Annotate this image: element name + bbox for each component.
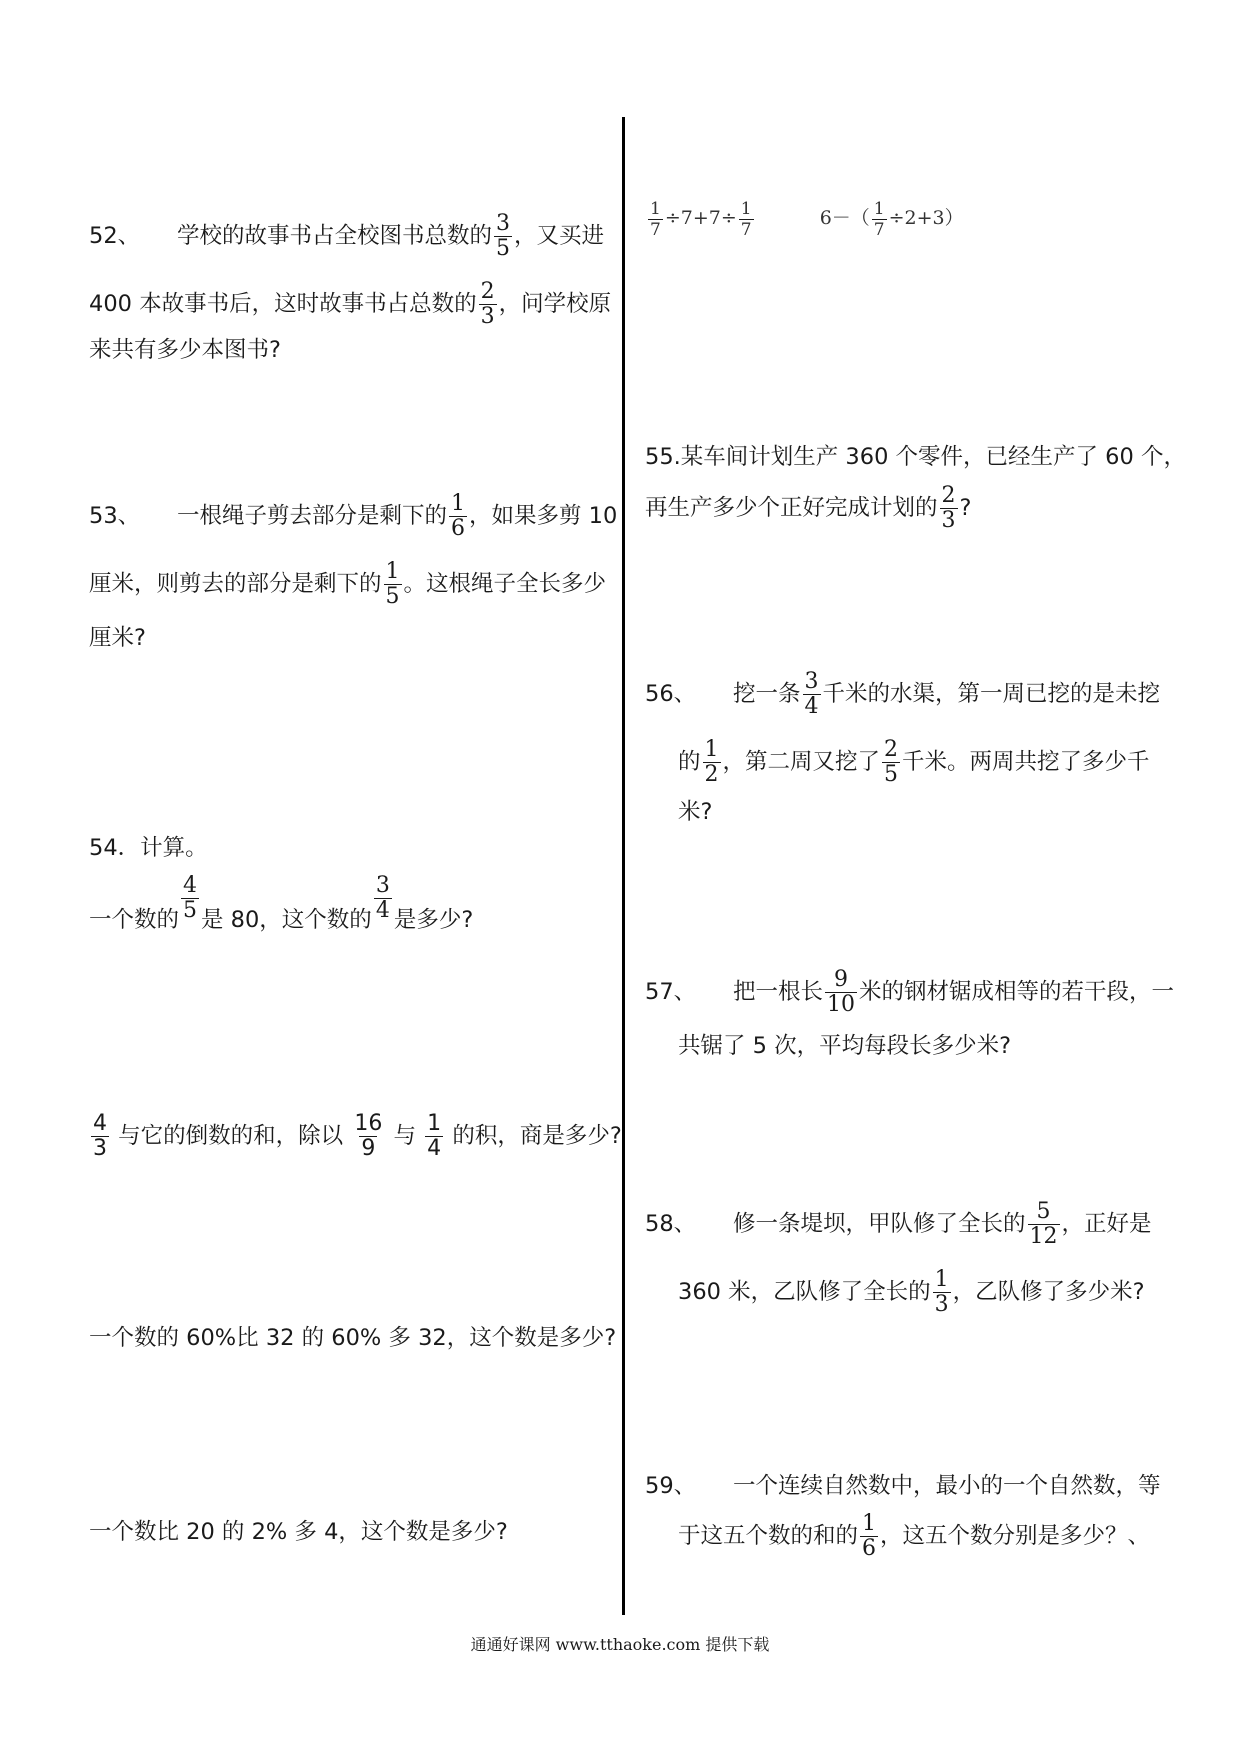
q56-text2b: ，第二周又挖了	[722, 749, 881, 775]
denominator: 3	[934, 1292, 949, 1317]
q58-line2	[678, 1268, 1145, 1317]
numerator: 2	[884, 737, 899, 762]
denominator: 3	[480, 304, 495, 329]
q52-text1b: ，又买进	[514, 223, 605, 249]
q56-line2	[678, 738, 1150, 787]
q58-text1a: 修一条堤坝，甲队修了全长的	[733, 1211, 1026, 1237]
q59-line1	[645, 1466, 1161, 1506]
denominator: 5	[884, 762, 899, 787]
numerator: 1	[934, 1267, 949, 1292]
q56-fraction2	[703, 738, 721, 787]
denominator: 5	[496, 236, 511, 261]
denominator: 5	[385, 584, 400, 609]
q54a-text2: 是 80，这个数的	[201, 907, 372, 933]
q55-text2b: ?	[959, 495, 972, 521]
q54a-text1: 一个数的	[89, 907, 180, 933]
q52-text1: 学校的故事书占全校图书总数的	[177, 223, 493, 249]
q59-text2b: ，这五个数分别是多少？、	[880, 1523, 1151, 1549]
q53-fraction1	[449, 492, 467, 541]
numerator: 5	[1036, 1199, 1051, 1224]
calc-expressions	[646, 198, 964, 240]
numerator: 3	[375, 873, 390, 898]
q56-text2a: 的	[678, 749, 701, 775]
q58-text2a: 360 米，乙队修了全长的	[678, 1279, 931, 1305]
numerator: 4	[183, 873, 198, 898]
q59-line2	[678, 1512, 1150, 1561]
q53-fraction2	[384, 560, 402, 609]
denominator: 2	[704, 762, 719, 787]
q52-text2b: ，问学校原	[498, 291, 612, 317]
q55-fraction	[940, 484, 958, 533]
q53-line1	[89, 492, 617, 541]
denominator: 3	[941, 508, 956, 533]
denominator: 4	[804, 694, 819, 719]
q53-text2b: 。这根绳子全长多少	[403, 571, 607, 597]
denominator: 6	[862, 1536, 877, 1561]
q54a-fraction1	[181, 874, 199, 923]
numerator: 1	[873, 198, 885, 219]
q54b-text1: 与它的倒数的和，除以	[118, 1123, 344, 1149]
q59-text1: 一个连续自然数中，最小的一个自然数，等	[733, 1473, 1161, 1499]
q52-fraction1	[494, 212, 512, 261]
numerator: 1	[704, 737, 719, 762]
numerator: 3	[804, 669, 819, 694]
q59-number: 59、	[645, 1473, 697, 1499]
denominator: 6	[451, 516, 466, 541]
q59-text2a: 于这五个数的和的	[678, 1523, 859, 1549]
q58-number: 58、	[645, 1211, 697, 1237]
q57-line2: 共锯了 5 次，平均每段长多少米?	[678, 1033, 1012, 1059]
q57-number: 57、	[645, 979, 697, 1005]
numerator: 1	[862, 1511, 877, 1536]
numerator: 4	[93, 1111, 107, 1136]
expr1-fraction2	[739, 199, 754, 240]
q56-line3: 米?	[678, 799, 713, 825]
numerator: 1	[650, 198, 661, 219]
q59-fraction	[860, 1512, 878, 1561]
q54b-fraction1	[91, 1112, 109, 1161]
numerator: 2	[941, 483, 956, 508]
q58-text1b: ，正好是	[1061, 1211, 1152, 1237]
q56-text2c: 千米。两周共挖了多少千	[902, 749, 1150, 775]
denominator: 7	[650, 219, 661, 240]
expr1-fraction1	[648, 199, 663, 240]
q54b-fraction2	[352, 1112, 384, 1161]
q57-text1a: 把一根长	[733, 979, 824, 1005]
q56-text1b: 千米的水渠，第一周已挖的是未挖	[822, 681, 1161, 707]
q56-fraction1	[803, 670, 821, 719]
q56-line1	[645, 670, 1160, 719]
numerator: 16	[354, 1111, 383, 1136]
denominator: 7	[873, 219, 885, 240]
q54-part-b	[89, 1112, 622, 1161]
denominator: 10	[827, 992, 856, 1017]
q53-line3: 厘米?	[89, 625, 146, 651]
q56-text1a: 挖一条	[733, 681, 801, 707]
expr2-fraction	[872, 199, 887, 240]
q58-fraction1	[1028, 1200, 1060, 1249]
q56-fraction3	[882, 738, 900, 787]
denominator: 4	[375, 898, 390, 923]
q58-text2b: ，乙队修了多少米?	[952, 1279, 1145, 1305]
q52-line3: 来共有多少本图书?	[89, 337, 281, 363]
q54-part-c: 一个数的 60%比 32 的 60% 多 32，这个数是多少?	[89, 1325, 617, 1351]
q52-line2	[89, 280, 611, 329]
q54b-fraction3	[425, 1112, 443, 1161]
q53-line2	[89, 560, 606, 609]
denominator: 5	[183, 898, 198, 923]
q58-line1	[645, 1200, 1152, 1249]
numerator: 1	[740, 198, 752, 219]
q52-fraction2	[479, 280, 497, 329]
q53-text1b: ，如果多剪 10	[469, 503, 618, 529]
numerator: 1	[385, 559, 400, 584]
expr2-post: ÷2+3）	[888, 207, 964, 229]
page-footer: 通通好课网 www.tthaoke.com 提供下载	[470, 1635, 770, 1654]
denominator: 3	[93, 1136, 107, 1161]
q52-line1	[89, 212, 604, 261]
q54-part-d: 一个数比 20 的 2% 多 4，这个数是多少?	[89, 1519, 508, 1545]
q54a-fraction2	[374, 874, 392, 923]
q52-text2a: 400 本故事书后，这时故事书占总数的	[89, 291, 477, 317]
q54-title: 54．计算。	[89, 835, 208, 861]
denominator: 9	[361, 1136, 376, 1161]
denominator: 4	[427, 1136, 442, 1161]
q52-number: 52、	[89, 223, 141, 249]
expr1-text: ÷7+7÷	[664, 207, 737, 229]
q58-fraction2	[933, 1268, 951, 1317]
numerator: 2	[480, 279, 495, 304]
q57-fraction	[825, 968, 857, 1017]
q57-line1	[645, 968, 1174, 1017]
q53-number: 53、	[89, 503, 141, 529]
q54-part-a	[89, 873, 474, 945]
q55-line1: 55.某车间计划生产 360 个零件，已经生产了 60 个，	[645, 444, 1186, 470]
q54b-text2: 与	[393, 1123, 416, 1149]
q55-line2	[645, 484, 971, 533]
q53-text2a: 厘米，则剪去的部分是剩下的	[89, 571, 382, 597]
column-divider	[622, 117, 625, 1615]
q54a-text3: 是多少?	[393, 907, 474, 933]
numerator: 3	[496, 211, 511, 236]
denominator: 7	[740, 219, 752, 240]
q55-text2a: 再生产多少个正好完成计划的	[645, 495, 938, 521]
q54b-text3: 的积，商是多少?	[452, 1123, 622, 1149]
denominator: 12	[1029, 1224, 1058, 1249]
numerator: 1	[427, 1111, 442, 1136]
numerator: 9	[834, 967, 849, 992]
q57-text1b: 米的钢材锯成相等的若干段，一	[859, 979, 1175, 1005]
expr2-pre: 6－（	[819, 207, 870, 229]
q53-text1: 一根绳子剪去部分是剩下的	[177, 503, 448, 529]
q56-number: 56、	[645, 681, 697, 707]
numerator: 1	[451, 491, 466, 516]
